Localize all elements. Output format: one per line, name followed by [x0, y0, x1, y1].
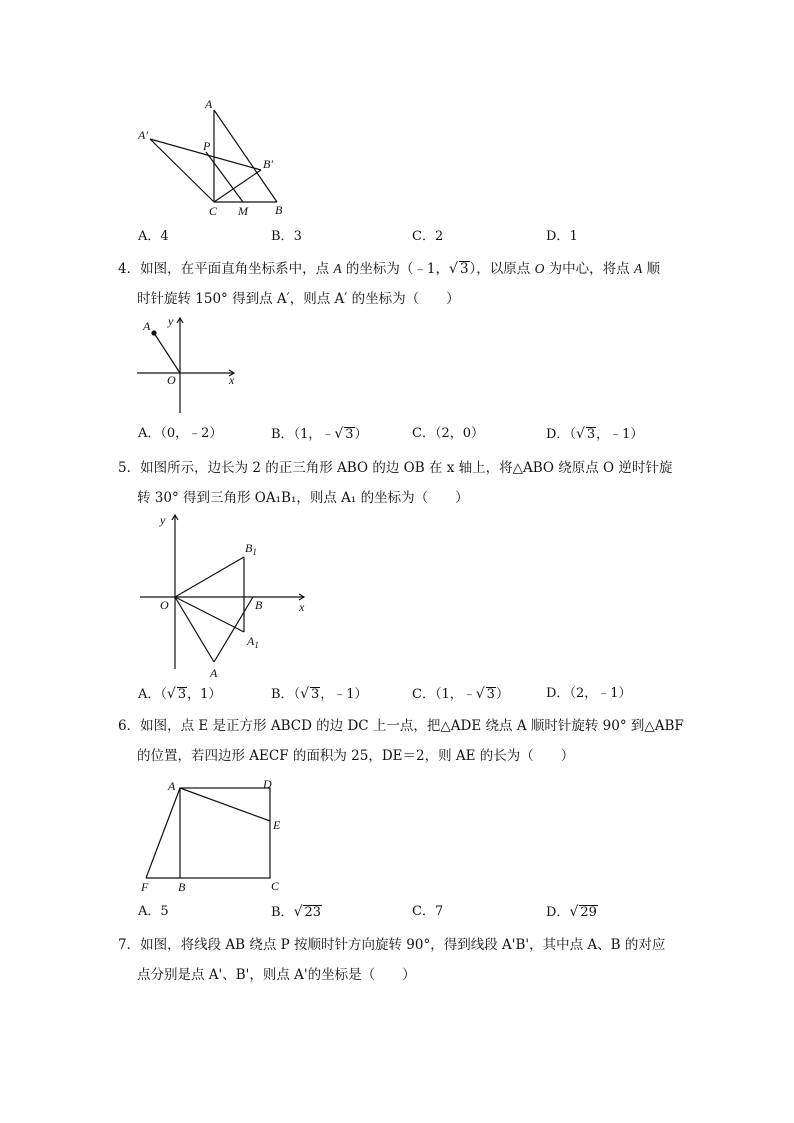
question-4: [118, 254, 678, 314]
q6-option-c[interactable]: C．7: [412, 904, 444, 919]
q5-line-2: 转 30° 得到三角形 OA₁B₁，则点 A₁ 的坐标为（ ）: [137, 490, 469, 506]
q4-figure: [130, 312, 240, 417]
label-B1: $B_1$: [245, 541, 257, 557]
q6-options: [138, 902, 698, 922]
label-B: B: [178, 880, 186, 894]
q4-option-d[interactable]: D．（√ 3，﹣1）: [546, 426, 644, 442]
label-C: C: [271, 879, 280, 893]
question-7: [118, 930, 678, 990]
q6-option-d[interactable]: D．√ 29: [546, 904, 597, 920]
label-M: M: [238, 204, 248, 218]
label-B-prime: B′: [263, 157, 273, 171]
label-C: C: [209, 204, 218, 218]
q5-option-d[interactable]: D．（2，﹣1）: [546, 686, 632, 701]
label-A1: $A_1$: [247, 634, 259, 650]
q5-figure: [132, 510, 312, 680]
q4-line-1: 4．如图，在平面直角坐标系中，点 A 的坐标为（﹣1，√ 3），以原点 O 为中心，将点 A 顺: [118, 261, 660, 277]
q4-option-a[interactable]: A．（0，﹣2）: [138, 426, 223, 441]
label-B: B: [255, 598, 263, 612]
q3-option-c[interactable]: C．2: [412, 229, 444, 244]
q6-figure: [135, 770, 295, 900]
label-A: A: [210, 666, 218, 680]
q7-line-2: 点分别是点 A'、B'，则点 A'的坐标是（ ）: [137, 967, 416, 983]
label-F: F: [141, 880, 149, 894]
question-5: [118, 453, 678, 513]
q5-options: [138, 684, 698, 704]
question-6: [118, 711, 684, 771]
q7-line-1: 7．如图，将线段 AB 绕点 P 按顺时针方向旋转 90°，得到线段 A'B'，其中点 A、B 的对应: [118, 937, 666, 953]
q3-option-b[interactable]: B．3: [271, 229, 302, 244]
label-y: y: [168, 314, 174, 328]
q5-line-1: 5．如图所示，边长为 2 的正三角形 ABO 的边 OB 在 x 轴上，将△ABO 绕原点 O 逆时针旋: [118, 460, 673, 476]
label-D: D: [263, 777, 272, 791]
q5-option-c[interactable]: C．（1，﹣√ 3）: [412, 686, 509, 702]
q3-option-a[interactable]: A．4: [138, 229, 169, 244]
q4-options: [138, 424, 698, 444]
q5-option-a[interactable]: A．（√ 3，1）: [138, 686, 222, 702]
q6-option-a[interactable]: A．5: [138, 904, 169, 919]
label-y: y: [160, 513, 166, 527]
label-A: A: [205, 97, 213, 111]
label-A: A: [168, 779, 176, 793]
q6-option-b[interactable]: B．√ 23: [271, 904, 322, 920]
label-E: E: [273, 818, 281, 832]
label-A-prime: A′: [138, 128, 148, 142]
label-x: x: [299, 600, 305, 614]
label-P: P: [203, 139, 211, 153]
label-O: O: [167, 373, 176, 387]
label-A: A: [143, 319, 151, 333]
q4-option-c[interactable]: C．（2，0）: [412, 426, 484, 441]
q4-option-b[interactable]: B．（1，﹣√ 3）: [271, 426, 368, 442]
label-B: B: [275, 203, 283, 217]
q4-line-2: 时针旋转 150° 得到点 A′，则点 A′ 的坐标为（ ）: [137, 291, 460, 307]
q5-option-b[interactable]: B．（√ 3，﹣1）: [271, 686, 368, 702]
q3-options: [138, 227, 698, 247]
label-O: O: [160, 598, 169, 612]
q3-figure: [130, 92, 300, 222]
q6-line-2: 的位置，若四边形 AECF 的面积为 25，DE＝2，则 AE 的长为（ ）: [137, 748, 575, 764]
q3-option-d[interactable]: D．1: [546, 229, 578, 244]
q6-line-1: 6．如图，点 E 是正方形 ABCD 的边 DC 上一点，把△ADE 绕点 A 顺时针旋转 90° 到△ABF: [118, 718, 684, 734]
label-x: x: [229, 373, 235, 387]
